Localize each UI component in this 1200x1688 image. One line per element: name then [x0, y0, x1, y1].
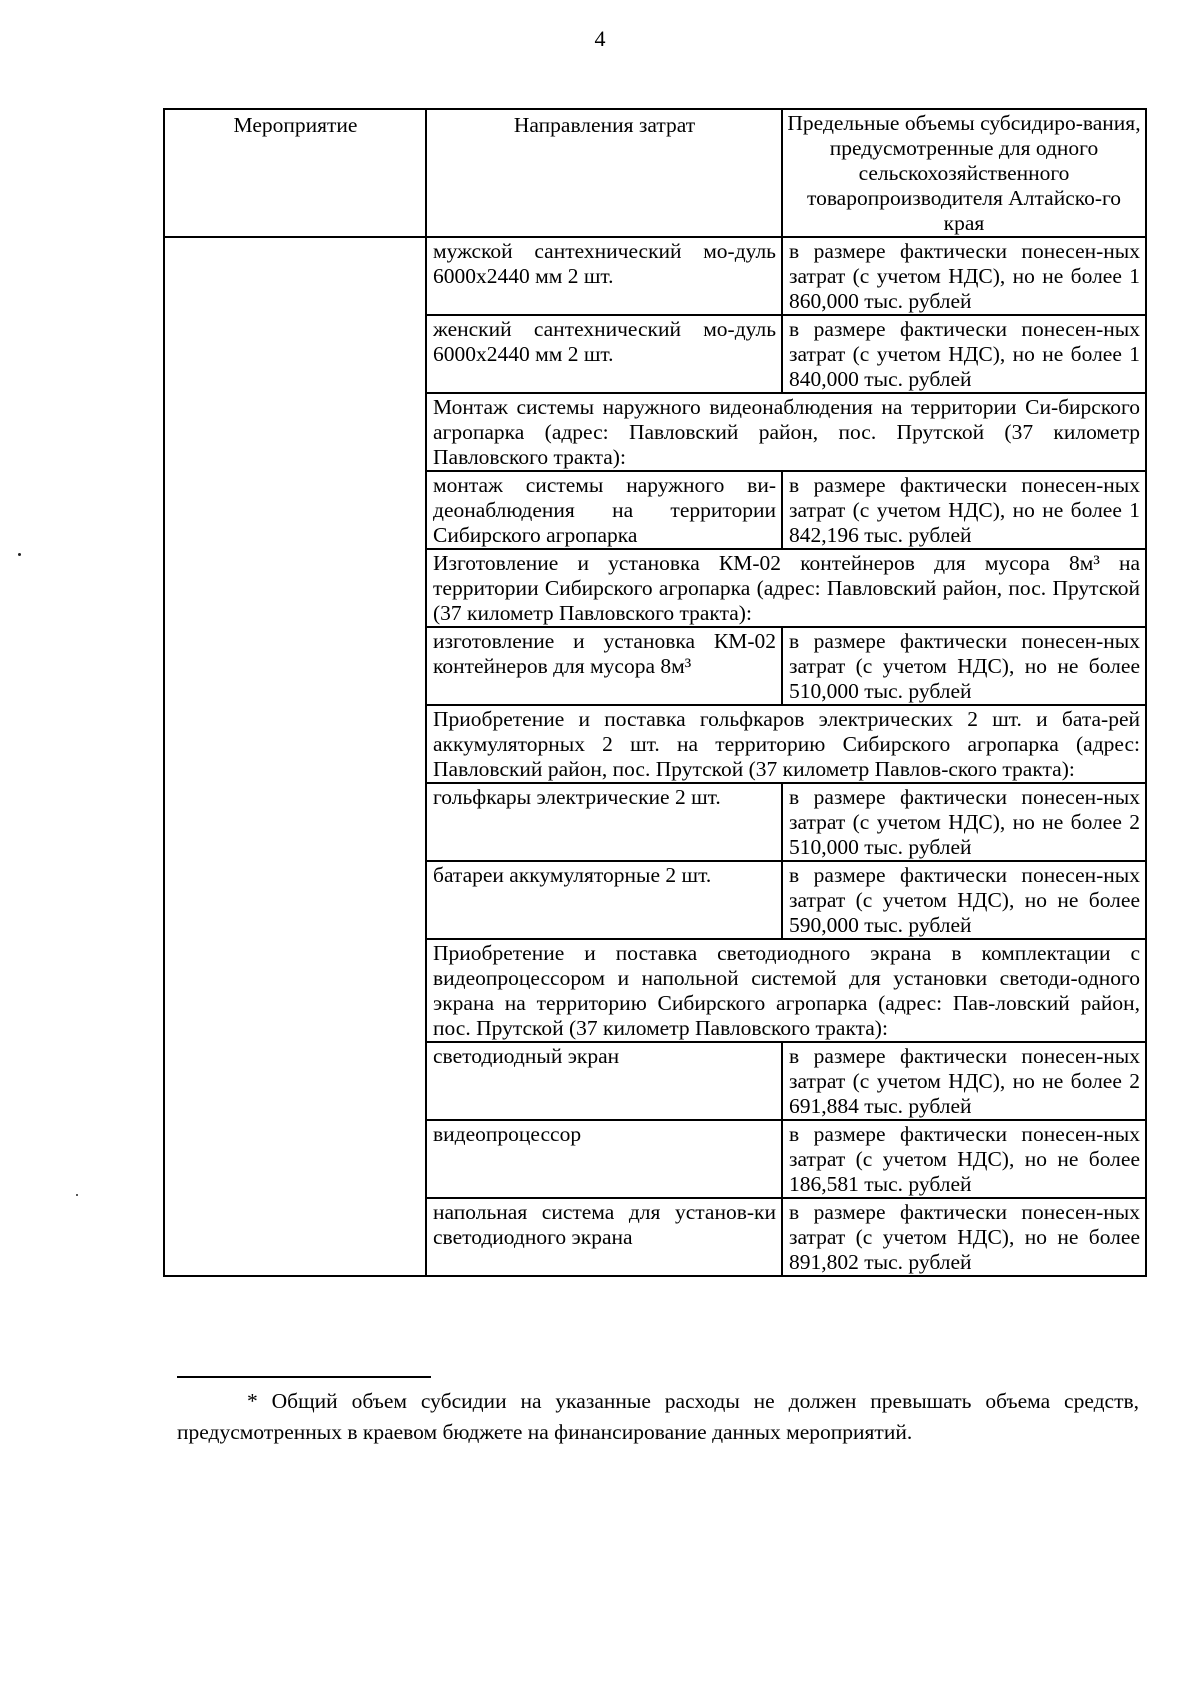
- cost-direction-cell: видеопроцессор: [426, 1120, 782, 1198]
- event-cell: [164, 237, 426, 1276]
- header-directions: Направления затрат: [426, 109, 782, 237]
- cost-direction-cell: напольная система для установ-ки светодиодного экрана: [426, 1198, 782, 1276]
- subsidy-limit-cell: в размере фактически понесен-ных затрат (с учетом НДС), но не более 1 840,000 тыс. рублей: [782, 315, 1146, 393]
- footnote: * Общий объем субсидии на указанные расходы не должен превышать объема средств, предусмотренных в краевом бюджете на финансирование данных мероприятий.: [177, 1389, 1139, 1444]
- table-row: [164, 237, 1146, 315]
- scan-artifact: [76, 1194, 78, 1196]
- cost-direction-cell: мужской сантехнический мо-дуль 6000х2440 мм 2 шт.: [426, 237, 782, 315]
- cost-direction-cell: гольфкары электрические 2 шт.: [426, 783, 782, 861]
- header-limits: Предельные объемы субсидиро-вания, предусмотренные для одного сельскохозяйственного товаропроизводителя Алтайско-го края: [782, 109, 1146, 237]
- cost-direction-cell: батареи аккумуляторные 2 шт.: [426, 861, 782, 939]
- subsidy-limit-cell: в размере фактически понесен-ных затрат (с учетом НДС), но не более 510,000 тыс. рублей: [782, 627, 1146, 705]
- cost-direction-cell: изготовление и установка КМ-02 контейнеров для мусора 8м³: [426, 627, 782, 705]
- subsidy-table: [163, 108, 1147, 1277]
- section-title: Изготовление и установка КМ-02 контейнеров для мусора 8м³ на территории Сибирского агропарка (адрес: Павловский район, пос. Прутской (37 километр Павловского тракта):: [426, 549, 1146, 627]
- cost-direction-cell: монтаж системы наружного ви-деонаблюдения на территории Сибирского агропарка: [426, 471, 782, 549]
- section-title: Приобретение и поставка гольфкаров электрических 2 шт. и бата-рей аккумуляторных 2 шт. на территорию Сибирского агропарка (адрес: Павловский район, пос. Прутской (37 километр Павлов-ского тракта):: [426, 705, 1146, 783]
- cost-direction-cell: светодиодный экран: [426, 1042, 782, 1120]
- section-title: Приобретение и поставка светодиодного экрана в комплектации с видеопроцессором и напольной системой для установки светоди-одного экрана на территорию Сибирского агропарка (адрес: Пав-ловский район, пос. Прутской (37 километр Павловского тракта):: [426, 939, 1146, 1042]
- cost-direction-cell: женский сантехнический мо-дуль 6000х2440 мм 2 шт.: [426, 315, 782, 393]
- section-title: Монтаж системы наружного видеонаблюдения на территории Си-бирского агропарка (адрес: Павловский район, пос. Прутской (37 километр Павловского тракта):: [426, 393, 1146, 471]
- subsidy-limit-cell: в размере фактически понесен-ных затрат (с учетом НДС), но не более 590,000 тыс. рублей: [782, 861, 1146, 939]
- subsidy-limit-cell: в размере фактически понесен-ных затрат (с учетом НДС), но не более 2 510,000 тыс. рублей: [782, 783, 1146, 861]
- subsidy-limit-cell: в размере фактически понесен-ных затрат (с учетом НДС), но не более 891,802 тыс. рублей: [782, 1198, 1146, 1276]
- subsidy-limit-cell: в размере фактически понесен-ных затрат (с учетом НДС), но не более 1 842,196 тыс. рублей: [782, 471, 1146, 549]
- subsidy-limit-cell: в размере фактически понесен-ных затрат (с учетом НДС), но не более 1 860,000 тыс. рублей: [782, 237, 1146, 315]
- header-event: Мероприятие: [164, 109, 426, 237]
- subsidy-limit-cell: в размере фактически понесен-ных затрат (с учетом НДС), но не более 2 691,884 тыс. рублей: [782, 1042, 1146, 1120]
- scan-artifact: [18, 553, 21, 556]
- table-header-row: [164, 109, 1146, 237]
- page-number: 4: [594, 26, 606, 51]
- footnote-rule: [177, 1376, 431, 1378]
- subsidy-limit-cell: в размере фактически понесен-ных затрат (с учетом НДС), но не более 186,581 тыс. рублей: [782, 1120, 1146, 1198]
